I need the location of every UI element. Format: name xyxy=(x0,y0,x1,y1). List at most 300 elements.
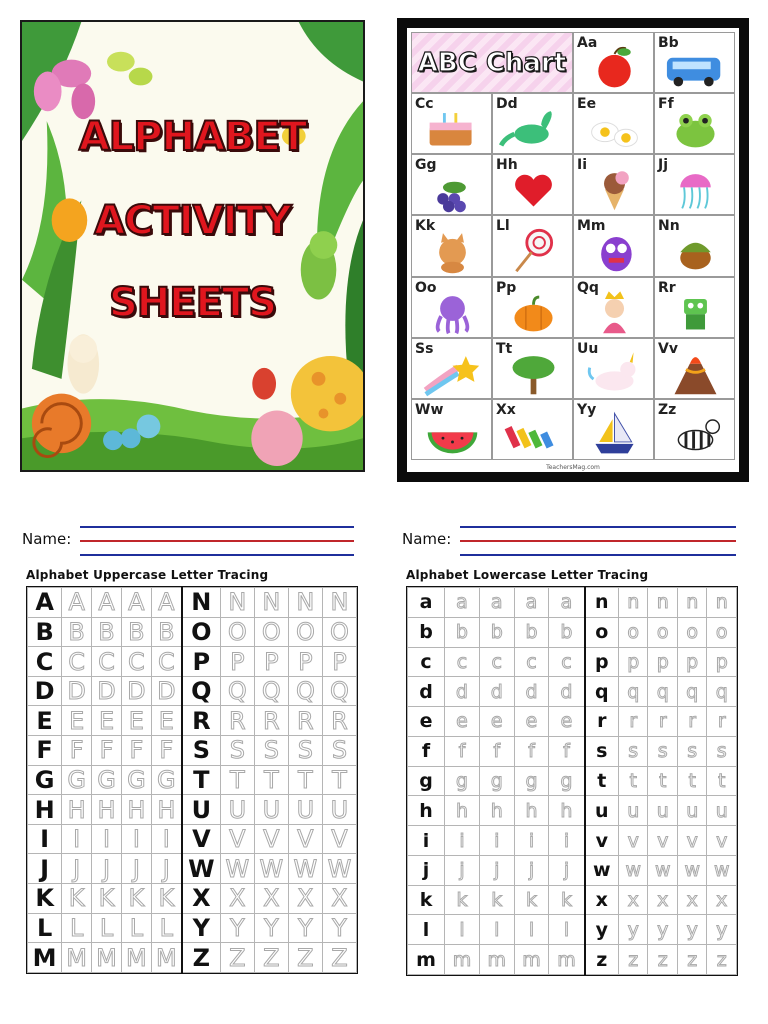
trace-letter: K xyxy=(92,884,122,914)
trace-letter: E xyxy=(92,706,122,736)
trace-letter: T xyxy=(288,765,322,795)
model-letter: O xyxy=(182,617,220,647)
trace-letter: Q xyxy=(220,676,254,706)
model-letter: q xyxy=(585,677,619,707)
tracing-row xyxy=(28,854,357,884)
tracing-row xyxy=(408,945,737,975)
trace-letter: Z xyxy=(254,943,288,973)
tracing-row xyxy=(408,736,737,766)
abc-chart-letter-label: Zz xyxy=(658,401,677,418)
model-letter: p xyxy=(585,647,619,677)
trace-letter: Q xyxy=(322,676,356,706)
model-letter: L xyxy=(28,913,62,943)
trace-letter: y xyxy=(648,915,677,945)
tracing-row xyxy=(408,855,737,885)
trace-letter: P xyxy=(322,647,356,677)
trace-letter: H xyxy=(121,795,151,825)
tracing-row xyxy=(28,884,357,914)
abc-chart-cell xyxy=(573,215,654,276)
trace-letter: g xyxy=(514,766,549,796)
trace-letter: H xyxy=(62,795,92,825)
trace-letter: G xyxy=(151,765,182,795)
cover-title-line-3: SHEETS xyxy=(108,280,277,326)
model-letter: m xyxy=(408,945,445,975)
trace-letter: C xyxy=(92,647,122,677)
trace-letter: E xyxy=(62,706,92,736)
abc-chart-cell xyxy=(492,154,573,215)
abc-chart-cell xyxy=(573,338,654,399)
trace-letter: b xyxy=(479,617,514,647)
trace-letter: N xyxy=(254,588,288,618)
abc-chart-letter-label: Dd xyxy=(496,96,518,113)
model-letter: n xyxy=(585,588,619,618)
abc-chart-letter-label: Uu xyxy=(577,340,599,357)
trace-letter: y xyxy=(619,915,648,945)
trace-letter: d xyxy=(514,677,549,707)
trace-letter: r xyxy=(648,707,677,737)
model-letter: v xyxy=(585,826,619,856)
trace-letter: V xyxy=(322,824,356,854)
abc-chart-poster xyxy=(397,18,749,482)
abc-chart-cell xyxy=(411,338,492,399)
trace-letter: s xyxy=(677,736,706,766)
garden-scene-illustration xyxy=(22,22,363,470)
trace-letter: Z xyxy=(288,943,322,973)
trace-letter: b xyxy=(549,617,585,647)
trace-letter: x xyxy=(648,885,677,915)
trace-letter: x xyxy=(677,885,706,915)
trace-letter: L xyxy=(151,913,182,943)
abc-chart-letter-label: Xx xyxy=(496,401,516,418)
trace-letter: X xyxy=(288,884,322,914)
trace-letter: B xyxy=(151,617,182,647)
trace-letter: u xyxy=(677,796,706,826)
trace-letter: N xyxy=(220,588,254,618)
model-letter: Z xyxy=(182,943,220,973)
abc-chart-cell xyxy=(492,215,573,276)
trace-letter: Y xyxy=(254,913,288,943)
trace-letter: S xyxy=(288,736,322,766)
trace-letter: q xyxy=(707,677,737,707)
trace-letter: A xyxy=(151,588,182,618)
model-letter: V xyxy=(182,824,220,854)
model-letter: J xyxy=(28,854,62,884)
abc-chart-cell xyxy=(492,338,573,399)
trace-letter: d xyxy=(479,677,514,707)
trace-letter: n xyxy=(648,588,677,618)
trace-letter: q xyxy=(677,677,706,707)
tracing-row xyxy=(28,824,357,854)
model-letter: c xyxy=(408,647,445,677)
trace-letter: o xyxy=(619,617,648,647)
abc-chart-grid xyxy=(411,32,735,460)
model-letter: f xyxy=(408,736,445,766)
trace-letter: h xyxy=(549,796,585,826)
abc-chart-letter-label: Hh xyxy=(496,157,518,174)
abc-chart-cell xyxy=(573,32,654,93)
trace-letter: e xyxy=(514,707,549,737)
uppercase-tracing-sheet xyxy=(22,518,372,988)
trace-letter: D xyxy=(62,676,92,706)
trace-letter: W xyxy=(288,854,322,884)
trace-letter: k xyxy=(479,885,514,915)
tracing-row xyxy=(28,647,357,677)
abc-chart-cell xyxy=(654,215,735,276)
abc-chart-cell xyxy=(654,93,735,154)
model-letter: k xyxy=(408,885,445,915)
trace-letter: U xyxy=(254,795,288,825)
trace-letter: Z xyxy=(220,943,254,973)
model-letter: z xyxy=(585,945,619,975)
sheet-title: Alphabet Uppercase Letter Tracing xyxy=(26,568,269,582)
abc-chart-cell xyxy=(411,93,492,154)
trace-letter: j xyxy=(514,855,549,885)
trace-letter: J xyxy=(151,854,182,884)
model-letter: T xyxy=(182,765,220,795)
abc-chart-cell xyxy=(411,277,492,338)
trace-letter: J xyxy=(92,854,122,884)
trace-letter: O xyxy=(220,617,254,647)
trace-letter: v xyxy=(707,826,737,856)
model-letter: W xyxy=(182,854,220,884)
cover-title-line-1: ALPHABET xyxy=(78,114,307,160)
trace-letter: p xyxy=(619,647,648,677)
abc-chart-cell xyxy=(573,93,654,154)
model-letter: H xyxy=(28,795,62,825)
trace-letter: g xyxy=(445,766,480,796)
trace-letter: w xyxy=(677,855,706,885)
trace-letter: f xyxy=(479,736,514,766)
trace-letter: u xyxy=(619,796,648,826)
trace-letter: L xyxy=(92,913,122,943)
name-label: Name: xyxy=(22,530,72,548)
trace-letter: f xyxy=(514,736,549,766)
trace-letter: G xyxy=(121,765,151,795)
abc-chart-letter-label: Oo xyxy=(415,279,437,296)
abc-chart-sheet xyxy=(407,28,739,472)
tracing-row xyxy=(408,588,737,618)
trace-letter: Q xyxy=(288,676,322,706)
trace-letter: l xyxy=(479,915,514,945)
model-letter: r xyxy=(585,707,619,737)
tracing-row xyxy=(28,765,357,795)
trace-letter: f xyxy=(549,736,585,766)
trace-letter: M xyxy=(62,943,92,973)
trace-letter: g xyxy=(549,766,585,796)
abc-chart-cell xyxy=(411,399,492,460)
trace-letter: S xyxy=(220,736,254,766)
trace-letter: U xyxy=(220,795,254,825)
trace-letter: F xyxy=(92,736,122,766)
abc-chart-letter-label: Yy xyxy=(577,401,597,418)
model-letter: Y xyxy=(182,913,220,943)
abc-chart-cell xyxy=(492,399,573,460)
trace-letter: q xyxy=(619,677,648,707)
trace-letter: v xyxy=(648,826,677,856)
abc-chart-cell xyxy=(654,154,735,215)
tracing-row xyxy=(28,706,357,736)
model-letter: y xyxy=(585,915,619,945)
trace-letter: t xyxy=(648,766,677,796)
trace-letter: l xyxy=(445,915,480,945)
trace-letter: A xyxy=(121,588,151,618)
sheet-title: Alphabet Lowercase Letter Tracing xyxy=(406,568,649,582)
abc-chart-cell xyxy=(492,93,573,154)
tracing-row xyxy=(408,915,737,945)
trace-letter: s xyxy=(648,736,677,766)
trace-letter: D xyxy=(151,676,182,706)
trace-letter: m xyxy=(549,945,585,975)
trace-letter: i xyxy=(445,826,480,856)
trace-letter: X xyxy=(220,884,254,914)
trace-letter: J xyxy=(121,854,151,884)
trace-letter: o xyxy=(677,617,706,647)
trace-letter: p xyxy=(707,647,737,677)
model-letter: N xyxy=(182,588,220,618)
trace-letter: V xyxy=(288,824,322,854)
trace-letter: D xyxy=(121,676,151,706)
model-letter: t xyxy=(585,766,619,796)
trace-letter: n xyxy=(677,588,706,618)
trace-letter: v xyxy=(677,826,706,856)
trace-letter: D xyxy=(92,676,122,706)
trace-letter: t xyxy=(619,766,648,796)
trace-letter: t xyxy=(677,766,706,796)
abc-chart-letter-label: Ff xyxy=(658,96,674,113)
trace-letter: W xyxy=(220,854,254,884)
model-letter: X xyxy=(182,884,220,914)
tracing-row xyxy=(408,617,737,647)
trace-letter: z xyxy=(619,945,648,975)
trace-letter: E xyxy=(121,706,151,736)
abc-chart-letter-label: Ll xyxy=(496,218,510,235)
trace-letter: H xyxy=(151,795,182,825)
trace-letter: n xyxy=(619,588,648,618)
trace-letter: m xyxy=(514,945,549,975)
trace-letter: A xyxy=(92,588,122,618)
trace-letter: u xyxy=(648,796,677,826)
trace-letter: a xyxy=(445,588,480,618)
abc-chart-cell xyxy=(654,277,735,338)
trace-letter: W xyxy=(254,854,288,884)
abc-chart-letter-label: Kk xyxy=(415,218,436,235)
cover-title-line-2: ACTIVITY xyxy=(94,198,291,244)
trace-letter: O xyxy=(254,617,288,647)
trace-letter: H xyxy=(92,795,122,825)
trace-letter: G xyxy=(62,765,92,795)
trace-letter: W xyxy=(322,854,356,884)
trace-letter: M xyxy=(121,943,151,973)
trace-letter: V xyxy=(254,824,288,854)
tracing-row xyxy=(28,588,357,618)
trace-letter: h xyxy=(479,796,514,826)
name-line-top xyxy=(460,526,736,528)
abc-chart-letter-label: Ww xyxy=(415,401,444,418)
trace-letter: l xyxy=(514,915,549,945)
cover-page xyxy=(20,20,365,472)
model-letter: g xyxy=(408,766,445,796)
trace-letter: d xyxy=(445,677,480,707)
trace-letter: w xyxy=(619,855,648,885)
model-letter: D xyxy=(28,676,62,706)
name-line-mid xyxy=(80,540,354,542)
tracing-row xyxy=(408,677,737,707)
trace-letter: X xyxy=(322,884,356,914)
trace-letter: C xyxy=(62,647,92,677)
trace-letter: Y xyxy=(288,913,322,943)
tracing-row xyxy=(28,736,357,766)
trace-letter: j xyxy=(549,855,585,885)
trace-letter: l xyxy=(549,915,585,945)
trace-letter: a xyxy=(514,588,549,618)
trace-letter: F xyxy=(121,736,151,766)
trace-letter: R xyxy=(220,706,254,736)
trace-letter: p xyxy=(648,647,677,677)
trace-letter: u xyxy=(707,796,737,826)
model-letter: A xyxy=(28,588,62,618)
model-letter: M xyxy=(28,943,62,973)
model-letter: F xyxy=(28,736,62,766)
name-line-mid xyxy=(460,540,736,542)
trace-letter: e xyxy=(479,707,514,737)
tracing-row xyxy=(408,796,737,826)
trace-letter: Y xyxy=(220,913,254,943)
lowercase-tracing-sheet xyxy=(402,518,752,988)
trace-letter: X xyxy=(254,884,288,914)
model-letter: G xyxy=(28,765,62,795)
trace-letter: N xyxy=(322,588,356,618)
abc-chart-letter-label: Vv xyxy=(658,340,678,357)
model-letter: a xyxy=(408,588,445,618)
trace-letter: S xyxy=(322,736,356,766)
tracing-row xyxy=(28,913,357,943)
trace-letter: i xyxy=(549,826,585,856)
trace-letter: b xyxy=(514,617,549,647)
trace-letter: o xyxy=(707,617,737,647)
trace-letter: C xyxy=(121,647,151,677)
trace-letter: v xyxy=(619,826,648,856)
abc-chart-cell xyxy=(492,277,573,338)
trace-letter: K xyxy=(121,884,151,914)
trace-letter: B xyxy=(62,617,92,647)
trace-letter: T xyxy=(322,765,356,795)
trace-letter: x xyxy=(707,885,737,915)
trace-letter: z xyxy=(648,945,677,975)
abc-chart-letter-label: Gg xyxy=(415,157,437,174)
trace-letter: I xyxy=(92,824,122,854)
trace-letter: M xyxy=(151,943,182,973)
trace-letter: L xyxy=(62,913,92,943)
trace-letter: Z xyxy=(322,943,356,973)
trace-letter: c xyxy=(479,647,514,677)
trace-letter: N xyxy=(288,588,322,618)
trace-letter: F xyxy=(62,736,92,766)
abc-chart-letter-label: Ee xyxy=(577,96,597,113)
tracing-row xyxy=(408,647,737,677)
trace-letter: g xyxy=(479,766,514,796)
trace-letter: o xyxy=(648,617,677,647)
trace-letter: r xyxy=(707,707,737,737)
model-letter: d xyxy=(408,677,445,707)
abc-chart-letter-label: Qq xyxy=(577,279,599,296)
model-letter: w xyxy=(585,855,619,885)
model-letter: h xyxy=(408,796,445,826)
trace-letter: C xyxy=(151,647,182,677)
name-label: Name: xyxy=(402,530,452,548)
model-letter: S xyxy=(182,736,220,766)
name-line-bottom xyxy=(80,554,354,556)
trace-letter: Q xyxy=(254,676,288,706)
trace-letter: c xyxy=(549,647,585,677)
abc-chart-letter-label: Cc xyxy=(415,96,434,113)
trace-letter: z xyxy=(707,945,737,975)
trace-letter: V xyxy=(220,824,254,854)
model-letter: l xyxy=(408,915,445,945)
trace-letter: e xyxy=(549,707,585,737)
trace-letter: R xyxy=(254,706,288,736)
trace-letter: T xyxy=(254,765,288,795)
tracing-row xyxy=(28,795,357,825)
model-letter: Q xyxy=(182,676,220,706)
trace-letter: w xyxy=(707,855,737,885)
trace-letter: U xyxy=(322,795,356,825)
trace-letter: j xyxy=(479,855,514,885)
abc-chart-letter-label: Pp xyxy=(496,279,517,296)
tracing-grid xyxy=(406,586,738,976)
abc-chart-title: ABC Chart xyxy=(417,47,567,78)
model-letter: U xyxy=(182,795,220,825)
model-letter: B xyxy=(28,617,62,647)
abc-chart-letter-label: Tt xyxy=(496,340,513,357)
model-letter: s xyxy=(585,736,619,766)
trace-letter: O xyxy=(322,617,356,647)
abc-chart-letter-label: Rr xyxy=(658,279,676,296)
trace-letter: d xyxy=(549,677,585,707)
trace-letter: k xyxy=(549,885,585,915)
model-letter: E xyxy=(28,706,62,736)
trace-letter: J xyxy=(62,854,92,884)
model-letter: o xyxy=(585,617,619,647)
trace-letter: I xyxy=(151,824,182,854)
trace-letter: P xyxy=(220,647,254,677)
abc-chart-letter-label: Ss xyxy=(415,340,434,357)
trace-letter: K xyxy=(62,884,92,914)
tracing-table xyxy=(407,587,737,975)
trace-letter: a xyxy=(479,588,514,618)
abc-chart-cell xyxy=(654,32,735,93)
tracing-row xyxy=(408,707,737,737)
tracing-row xyxy=(28,676,357,706)
model-letter: K xyxy=(28,884,62,914)
trace-letter: R xyxy=(322,706,356,736)
abc-chart-cell xyxy=(573,399,654,460)
model-letter: R xyxy=(182,706,220,736)
trace-letter: i xyxy=(514,826,549,856)
trace-letter: A xyxy=(62,588,92,618)
trace-letter: f xyxy=(445,736,480,766)
trace-letter: a xyxy=(549,588,585,618)
trace-letter: w xyxy=(648,855,677,885)
trace-letter: I xyxy=(121,824,151,854)
trace-letter: I xyxy=(62,824,92,854)
model-letter: i xyxy=(408,826,445,856)
model-letter: C xyxy=(28,647,62,677)
tracing-row xyxy=(28,943,357,973)
trace-letter: k xyxy=(445,885,480,915)
trace-letter: k xyxy=(514,885,549,915)
trace-letter: j xyxy=(445,855,480,885)
trace-letter: m xyxy=(445,945,480,975)
